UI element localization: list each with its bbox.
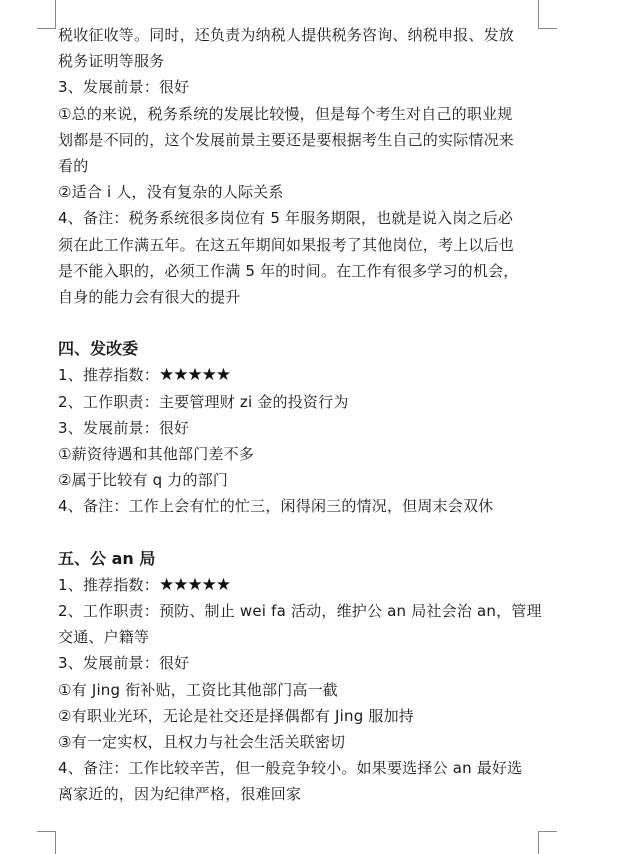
prospect-point-line: ①总的来说，税务系统的发展比较慢，但是每个考生对自己的职业规 (58, 104, 513, 123)
section-heading-fagaiwei: 四、发改委 (58, 339, 139, 359)
star-rating-icon: ★★★★★ (158, 365, 231, 386)
duty-line: 交通、户籍等 (58, 628, 150, 647)
rating-line (58, 572, 548, 598)
duties-text-line: 税收征收等。同时，还负责为纳税人提供税务咨询、纳税申报、发放 (58, 26, 515, 44)
note-line: 4、备注：工作比较辛苦，但一般竞争较小。如果要选择公 an 最好选 (58, 759, 523, 778)
duty-line: 2、工作职责：预防、制止 wei fa 活动，维护公 an 局社会治 an，管理 (58, 602, 542, 621)
note-line: 须在此工作满五年。在这五年期间如果报考了其他岗位，考上以后也 (58, 235, 515, 254)
duties-text-line: 税务证明等服务 (58, 52, 165, 71)
prospect-point-line: 看的 (58, 157, 89, 176)
note-line: 自身的能力会有很大的提升 (58, 288, 241, 307)
document-body (58, 22, 548, 808)
prospect-point-line: ①薪资待遇和其他部门差不多 (58, 445, 255, 464)
section-spacer (58, 520, 548, 546)
section-spacer (58, 310, 548, 336)
note-line: 是不能入职的，必须工作满 5 年的时间。在工作有很多学习的机会， (58, 261, 519, 280)
prospect-point-line: ②属于比较有 q 力的部门 (58, 471, 229, 490)
prospect-line: 3、发展前景：很好 (58, 418, 190, 437)
page-corner-mark-bottom-right (538, 831, 557, 854)
page-corner-mark-top-left (37, 0, 56, 29)
rating-label: 1、推荐指数： (58, 575, 159, 594)
note-line: 离家近的，因为纪律严格，很难回家 (58, 785, 302, 804)
section-heading-gonganju: 五、公 an 局 (58, 548, 156, 568)
note-line: 4、备注：工作上会有忙的忙三，闲得闲三的情况，但周末会双休 (58, 497, 494, 516)
duty-line: 2、工作职责：主要管理财 zi 金的投资行为 (58, 392, 349, 411)
prospect-point-line: ①有 Jing 衔补贴，工资比其他部门高一截 (58, 680, 339, 699)
note-line: 4、备注：税务系统很多岗位有 5 年服务期限，也就是说入岗之后必 (58, 209, 514, 228)
prospect-point-line: ②有职业光环，无论是社交还是择偶都有 Jing 服加持 (58, 706, 415, 725)
prospect-point-line: ③有一定实权，且权力与社会生活关联密切 (58, 733, 346, 752)
page-corner-mark-bottom-left (37, 831, 56, 854)
prospect-point-line: ②适合 i 人，没有复杂的人际关系 (58, 183, 284, 202)
prospect-line: 3、发展前景：很好 (58, 78, 190, 97)
rating-label: 1、推荐指数： (58, 366, 159, 385)
star-rating-icon: ★★★★★ (158, 574, 231, 595)
prospect-line: 3、发展前景：很好 (58, 654, 190, 673)
rating-line (58, 362, 548, 388)
prospect-point-line: 划都是不同的，这个发展前景主要还是要根据考生自己的实际情况来 (58, 130, 515, 149)
